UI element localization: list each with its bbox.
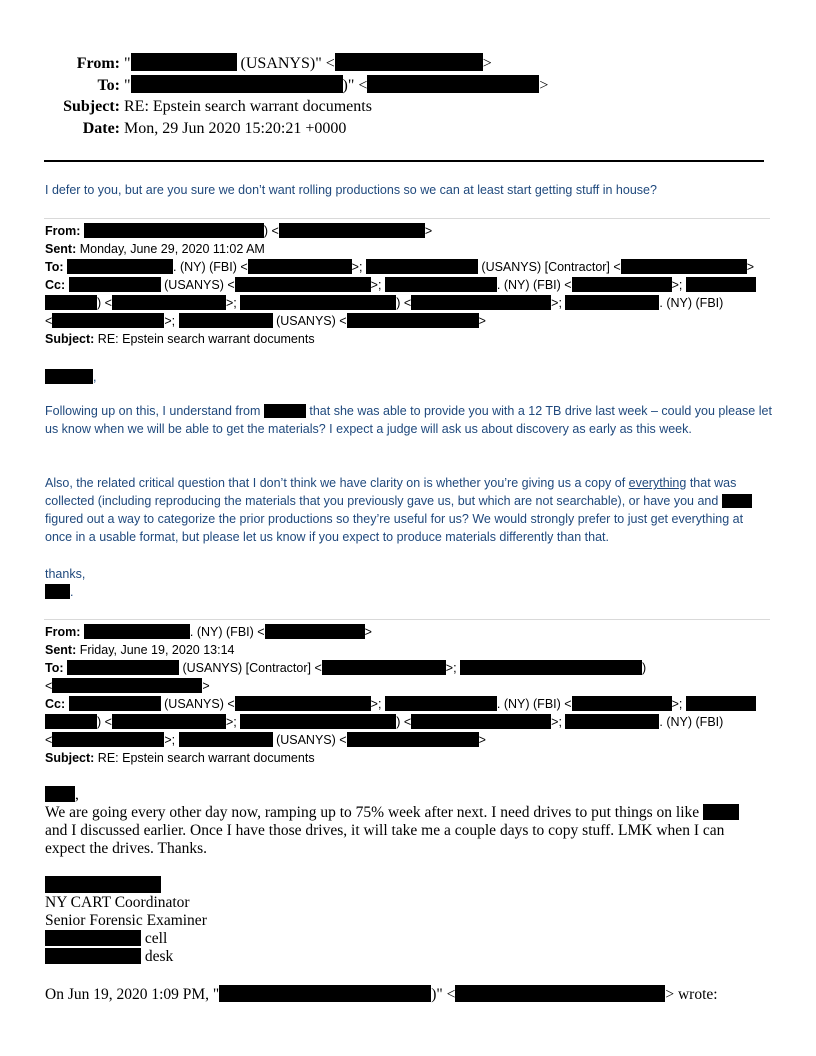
msg2-subject: RE: Epstein search warrant documents bbox=[97, 751, 315, 765]
redaction-block bbox=[45, 786, 75, 802]
redaction-block bbox=[67, 660, 179, 675]
msg2-sig-cell-label: cell bbox=[144, 930, 168, 947]
msg1-p2-a: Also, the related critical question that I don’t think we have clarity on is whether you’re giving us a copy of bbox=[45, 476, 626, 490]
msg1-subject: RE: Epstein search warrant documents bbox=[97, 332, 315, 346]
msg2-cc-a: (USANYS) < bbox=[164, 697, 235, 711]
redaction-block bbox=[219, 985, 431, 1002]
msg2-sent: Friday, June 19, 2020 13:14 bbox=[79, 643, 235, 657]
msg2-quote-b: )" < bbox=[431, 986, 456, 1003]
msg1-from-row bbox=[45, 222, 432, 240]
redaction-block bbox=[347, 732, 479, 747]
msg2-sig-title-2: Senior Forensic Examiner bbox=[45, 912, 207, 929]
msg2-from-row bbox=[45, 623, 372, 641]
header-date-label: Date: bbox=[82, 120, 120, 137]
msg2-quote-a: On Jun 19, 2020 1:09 PM, " bbox=[45, 986, 220, 1003]
msg2-subject-row bbox=[45, 749, 315, 767]
message-divider bbox=[44, 218, 770, 219]
redaction-block bbox=[411, 714, 551, 729]
redaction-block bbox=[69, 696, 161, 711]
msg2-from-mid: . (NY) (FBI) < bbox=[189, 625, 265, 639]
msg1-cc2-c: ) < bbox=[396, 296, 412, 310]
msg2-cc3-c: (USANYS) < bbox=[276, 733, 347, 747]
msg2-sent-row bbox=[45, 641, 234, 659]
msg1-sent-row bbox=[45, 240, 265, 258]
msg1-from-mid: ) < bbox=[263, 224, 279, 238]
msg1-p1-a: Following up on this, I understand from bbox=[45, 404, 261, 418]
msg1-to-row bbox=[45, 258, 754, 276]
header-to-row bbox=[0, 75, 548, 95]
header-subject-row bbox=[0, 97, 372, 116]
msg1-p2-b: that was collected (including reproducing the materials that you previously gave us, but which are not searchable), or have you and bbox=[45, 476, 737, 508]
redaction-block bbox=[240, 714, 396, 729]
msg1-to-a: . (NY) (FBI) < bbox=[173, 260, 248, 274]
redaction-block bbox=[686, 696, 756, 711]
msg2-sig-name bbox=[45, 876, 161, 895]
msg1-cc-row bbox=[45, 276, 756, 294]
redaction-block bbox=[179, 732, 273, 747]
msg2-greeting bbox=[45, 786, 79, 804]
msg1-to-c: (USANYS) [Contractor] < bbox=[481, 260, 621, 274]
msg1-p1-b: that she was able to provide you with a 12 TB drive last week – could you please let us know when we will be able to get the materials? I expect a judge will ask us about discovery as early as this week. bbox=[45, 404, 772, 436]
msg1-cc2-a: ) < bbox=[97, 296, 112, 310]
msg2-to-label: To: bbox=[45, 661, 64, 675]
redaction-block bbox=[572, 277, 672, 292]
msg1-cc-c: . (NY) (FBI) < bbox=[496, 278, 572, 292]
redaction-block bbox=[621, 259, 747, 274]
redaction-block bbox=[264, 404, 306, 418]
msg1-sent: Monday, June 29, 2020 11:02 AM bbox=[79, 242, 265, 256]
redaction-block bbox=[240, 295, 396, 310]
redaction-block bbox=[112, 714, 226, 729]
msg1-subject-row bbox=[45, 330, 315, 348]
msg1-paragraph-1 bbox=[45, 402, 773, 438]
redaction-block bbox=[385, 277, 497, 292]
redaction-block bbox=[45, 948, 141, 964]
reply-body: I defer to you, but are you sure we don’t want rolling productions so we can at least start getting stuff in house? bbox=[45, 183, 657, 197]
msg1-to-d: > bbox=[746, 260, 754, 274]
redaction-block bbox=[411, 295, 551, 310]
redaction-block bbox=[45, 295, 97, 310]
msg2-body bbox=[45, 804, 765, 858]
header-from-quote: " bbox=[124, 55, 131, 72]
header-from-label: From: bbox=[76, 55, 120, 72]
redaction-block bbox=[235, 696, 371, 711]
msg2-cc-row-3 bbox=[45, 731, 486, 749]
msg2-from-end: > bbox=[364, 625, 372, 639]
redaction-block bbox=[572, 696, 672, 711]
msg2-greeting-end: , bbox=[75, 786, 79, 803]
redaction-block bbox=[565, 714, 659, 729]
header-from-org: (USANYS)" < bbox=[236, 55, 335, 72]
header-subject-label: Subject: bbox=[63, 98, 120, 115]
header-from-close: > bbox=[482, 55, 492, 72]
msg2-cc3-b: >; bbox=[164, 733, 176, 747]
msg2-cc2-c: ) < bbox=[396, 715, 412, 729]
msg1-p2-underlined: everything bbox=[628, 476, 687, 490]
header-to-label: To: bbox=[97, 77, 120, 94]
redaction-block bbox=[722, 494, 752, 508]
msg1-cc2-d: >; bbox=[551, 296, 562, 310]
msg2-subject-label: Subject: bbox=[45, 751, 95, 765]
msg1-cc-d: >; bbox=[671, 278, 683, 292]
msg1-greeting-end: , bbox=[93, 370, 97, 384]
message-divider bbox=[44, 619, 770, 620]
msg1-to-b: >; bbox=[351, 260, 363, 274]
redaction-block bbox=[265, 624, 365, 639]
redaction-block bbox=[45, 930, 141, 946]
msg2-cc-row bbox=[45, 695, 756, 713]
msg1-cc3-d: > bbox=[478, 314, 486, 328]
msg1-thanks: thanks, bbox=[45, 567, 86, 581]
msg1-cc2-e: . (NY) (FBI) bbox=[659, 296, 724, 310]
redaction-block bbox=[248, 259, 352, 274]
redaction-block bbox=[112, 295, 226, 310]
msg2-quote-line bbox=[45, 985, 718, 1004]
msg2-from-label: From: bbox=[45, 625, 81, 639]
redaction-block bbox=[45, 876, 161, 893]
msg2-sig-title-1: NY CART Coordinator bbox=[45, 894, 190, 911]
redaction-block bbox=[45, 369, 93, 384]
msg2-to-c: ) bbox=[642, 661, 647, 675]
msg2-to-row-2 bbox=[45, 677, 210, 695]
msg2-cc2-b: >; bbox=[225, 715, 237, 729]
msg2-quote-c: > wrote: bbox=[665, 986, 718, 1003]
msg2-to-a: (USANYS) [Contractor] < bbox=[182, 661, 322, 675]
redaction-block bbox=[703, 804, 739, 820]
msg1-sent-label: Sent: bbox=[45, 242, 77, 256]
redaction-block bbox=[385, 696, 497, 711]
redaction-block bbox=[179, 313, 273, 328]
msg2-to2-a: < bbox=[45, 679, 53, 693]
header-from-row bbox=[0, 53, 492, 73]
msg1-greeting bbox=[45, 368, 96, 386]
msg1-paragraph-2 bbox=[45, 474, 773, 546]
redaction-block bbox=[52, 732, 164, 747]
msg1-from-label: From: bbox=[45, 224, 81, 238]
msg2-cc-c: . (NY) (FBI) < bbox=[496, 697, 572, 711]
msg2-sig-desk bbox=[45, 948, 173, 966]
msg2-sent-label: Sent: bbox=[45, 643, 77, 657]
msg1-cc-row-3 bbox=[45, 312, 486, 330]
redaction-block bbox=[131, 53, 237, 71]
redaction-block bbox=[52, 313, 164, 328]
msg1-cc3-c: (USANYS) < bbox=[276, 314, 347, 328]
msg2-cc2-d: >; bbox=[551, 715, 562, 729]
msg2-body-1: We are going every other day now, ramping up to 75% week after next. I need drives to put things on like bbox=[45, 804, 700, 821]
header-subject: RE: Epstein search warrant documents bbox=[124, 98, 372, 115]
msg2-cc2-e: . (NY) (FBI) bbox=[659, 715, 724, 729]
msg1-from-end: > bbox=[424, 224, 433, 238]
msg2-cc2-a: ) < bbox=[97, 715, 112, 729]
msg1-cc2-b: >; bbox=[225, 296, 237, 310]
msg1-cc3-b: >; bbox=[164, 314, 176, 328]
msg1-sig-end: . bbox=[70, 585, 74, 599]
msg1-p2-c: figured out a way to categorize the prior productions so they’re useful for us? We would strongly prefer to just get everything at once in a usable format, but please let us know if you expect to produce materials differently than that. bbox=[45, 512, 744, 544]
redaction-block bbox=[335, 53, 483, 71]
msg1-signature bbox=[45, 583, 73, 601]
redaction-block bbox=[235, 277, 371, 292]
redaction-block bbox=[686, 277, 756, 292]
msg2-to-row bbox=[45, 659, 646, 677]
msg2-cc-label: Cc: bbox=[45, 697, 66, 711]
msg2-cc3-d: > bbox=[478, 733, 486, 747]
msg2-sig-cell bbox=[45, 930, 167, 948]
redaction-block bbox=[69, 277, 161, 292]
header-to-mid: )" < bbox=[342, 77, 368, 94]
redaction-block bbox=[45, 584, 70, 599]
redaction-block bbox=[367, 75, 539, 93]
redaction-block bbox=[347, 313, 479, 328]
redaction-block bbox=[565, 295, 659, 310]
msg1-cc3-a: < bbox=[45, 314, 53, 328]
redaction-block bbox=[460, 660, 642, 675]
header-divider bbox=[44, 160, 764, 162]
msg2-body-2: and I discussed earlier. Once I have those drives, it will take me a couple days to copy stuff. LMK when I can expect the drives. Thanks. bbox=[45, 822, 725, 857]
redaction-block bbox=[455, 985, 665, 1002]
msg1-cc-a: (USANYS) < bbox=[164, 278, 235, 292]
redaction-block bbox=[279, 223, 425, 238]
redaction-block bbox=[84, 223, 264, 238]
redaction-block bbox=[322, 660, 446, 675]
redaction-block bbox=[52, 678, 202, 693]
msg2-to2-b: > bbox=[202, 679, 210, 693]
msg1-cc-label: Cc: bbox=[45, 278, 66, 292]
redaction-block bbox=[67, 259, 173, 274]
header-to-quote: " bbox=[124, 77, 131, 94]
msg2-cc3-a: < bbox=[45, 733, 53, 747]
msg1-to-label: To: bbox=[45, 260, 64, 274]
redaction-block bbox=[131, 75, 343, 93]
msg1-cc-b: >; bbox=[370, 278, 382, 292]
msg2-to-b: >; bbox=[445, 661, 457, 675]
header-to-close: > bbox=[539, 77, 549, 94]
msg2-cc-row-2 bbox=[45, 713, 723, 731]
msg1-subject-label: Subject: bbox=[45, 332, 95, 346]
msg2-cc-d: >; bbox=[671, 697, 683, 711]
header-date: Mon, 29 Jun 2020 15:20:21 +0000 bbox=[124, 120, 347, 137]
redaction-block bbox=[84, 624, 190, 639]
header-date-row bbox=[0, 119, 346, 138]
redaction-block bbox=[45, 714, 97, 729]
msg2-sig-desk-label: desk bbox=[144, 948, 174, 965]
msg1-cc-row-2 bbox=[45, 294, 723, 312]
msg2-cc-b: >; bbox=[370, 697, 382, 711]
redaction-block bbox=[366, 259, 478, 274]
